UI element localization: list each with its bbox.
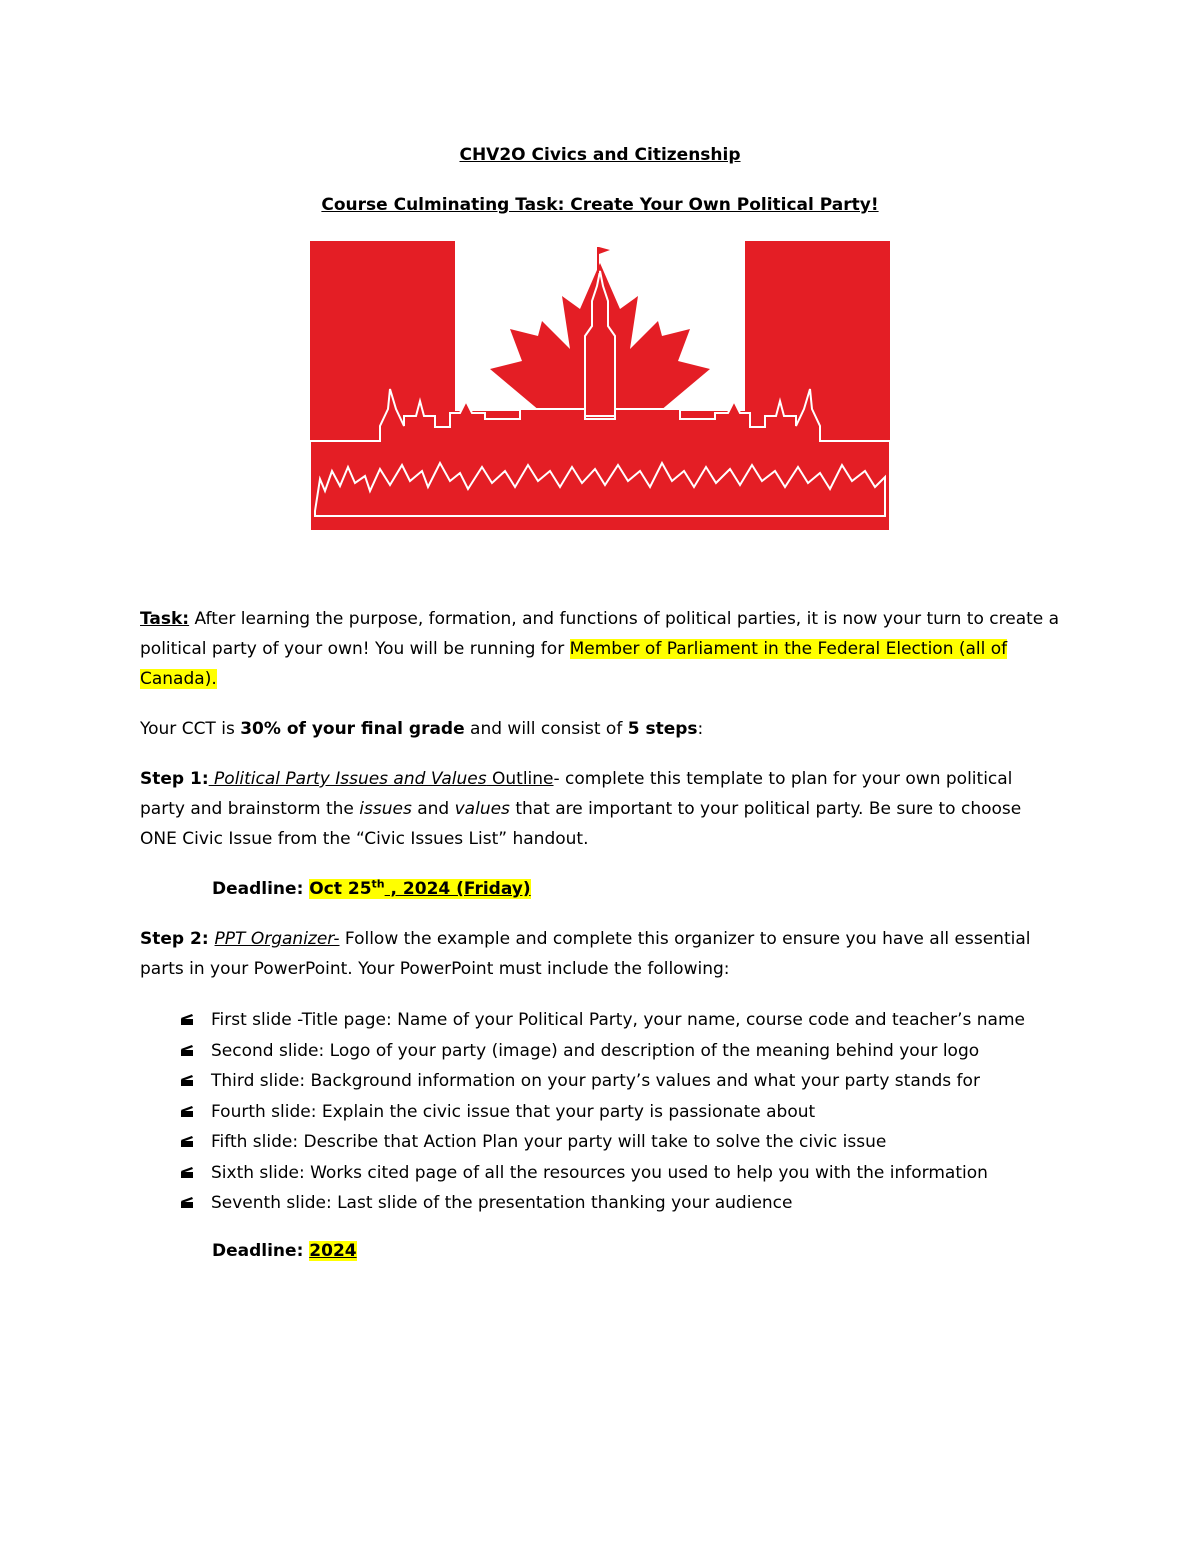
- list-item: [180, 1127, 1080, 1158]
- deadline1-label: Deadline:: [212, 879, 310, 899]
- clapperboard-icon: [180, 1167, 194, 1179]
- slide-item-text: Second slide: Logo of your party (image) and description of the meaning behind your logo: [211, 1040, 980, 1061]
- flag-pole: [597, 247, 599, 273]
- list-item: [180, 1097, 1080, 1128]
- slide-item-text: First slide -Title page: Name of your Political Party, your name, course code and teacher’s name: [211, 1010, 1025, 1030]
- deadline1-date-a: Oct 25: [309, 879, 372, 899]
- cct-paragraph: [140, 714, 1060, 744]
- list-item: [180, 1036, 1080, 1067]
- slide-item-text: Sixth slide: Works cited page of all the resources you used to help you with the information: [211, 1162, 988, 1183]
- deadline2: [212, 1236, 1132, 1266]
- slide-item-text: Third slide: Background information on your party’s values and what your party stands for: [211, 1071, 980, 1091]
- clapperboard-icon: [180, 1075, 194, 1087]
- cct-suffix: :: [697, 719, 704, 739]
- step1-colon: :: [201, 769, 209, 789]
- cct-grade: 30% of your final grade: [240, 719, 465, 739]
- step1-values: values: [454, 799, 510, 819]
- cct-steps: 5 steps: [627, 719, 698, 739]
- step1-text-b: that are important to your political party. Be sure to choose ONE Civic Issue from the “Civic Issues List” handout.: [140, 799, 1022, 849]
- step1-doc-title: Political Party Issues and Values: [208, 769, 487, 789]
- list-item: [180, 1188, 1080, 1219]
- course-title: CHV2O Civics and Citizenship: [459, 145, 741, 165]
- step2-doc-title: PPT Organizer-: [214, 929, 340, 949]
- cct-middle: and will consist of: [464, 719, 628, 739]
- slide-requirements-list: [180, 1005, 1080, 1219]
- clapperboard-icon: [180, 1106, 194, 1118]
- list-item: [180, 1158, 1080, 1189]
- cct-prefix: Your CCT is: [140, 719, 241, 739]
- list-item: [180, 1005, 1080, 1036]
- task-title: Course Culminating Task: Create Your Own Political Party!: [321, 195, 879, 215]
- step1-label: Step 1: [140, 769, 202, 789]
- slide-item-text: Seventh slide: Last slide of the presentation thanking your audience: [211, 1193, 793, 1213]
- clapperboard-icon: [180, 1136, 194, 1148]
- deadline1-date: [309, 879, 530, 899]
- deadline1-date-sup: th: [371, 877, 385, 891]
- step1-text-a: - complete this template to plan for your own political party and brainstorm the: [140, 769, 1013, 819]
- clapperboard-icon: [180, 1197, 194, 1209]
- step1-issues: issues: [359, 799, 412, 819]
- slide-item-text: Fifth slide: Describe that Action Plan your party will take to solve the civic issue: [211, 1132, 887, 1152]
- step1-paragraph: [140, 764, 1060, 854]
- clapperboard-icon: [180, 1014, 194, 1026]
- deadline1-date-b: , 2024 (Friday): [384, 879, 531, 899]
- task-highlight: Member of Parliament in the Federal Election (all of Canada).: [140, 639, 1008, 689]
- step2-label: Step 2: [140, 929, 202, 949]
- canada-flag-parliament-image: [310, 241, 890, 531]
- step1-and: and: [411, 799, 455, 819]
- deadline2-date: 2024: [309, 1241, 357, 1261]
- deadline2-label: Deadline:: [212, 1241, 310, 1261]
- task-text: After learning the purpose, formation, and functions of political parties, it is now your turn to create a political party of your own! You will be running for: [140, 609, 1060, 659]
- step2-colon: :: [201, 929, 215, 949]
- clapperboard-icon: [180, 1045, 194, 1057]
- step1-doc-suffix: Outline: [486, 769, 554, 789]
- deadline1: [212, 874, 1132, 904]
- task-label: Task:: [140, 609, 190, 629]
- task-paragraph: [140, 604, 1060, 694]
- step2-text: Follow the example and complete this organizer to ensure you have all essential parts in your PowerPoint. Your PowerPoint must include the following:: [140, 929, 1031, 979]
- slide-item-text: Fourth slide: Explain the civic issue that your party is passionate about: [211, 1101, 816, 1122]
- step2-paragraph: [140, 924, 1060, 984]
- list-item: [180, 1066, 1080, 1097]
